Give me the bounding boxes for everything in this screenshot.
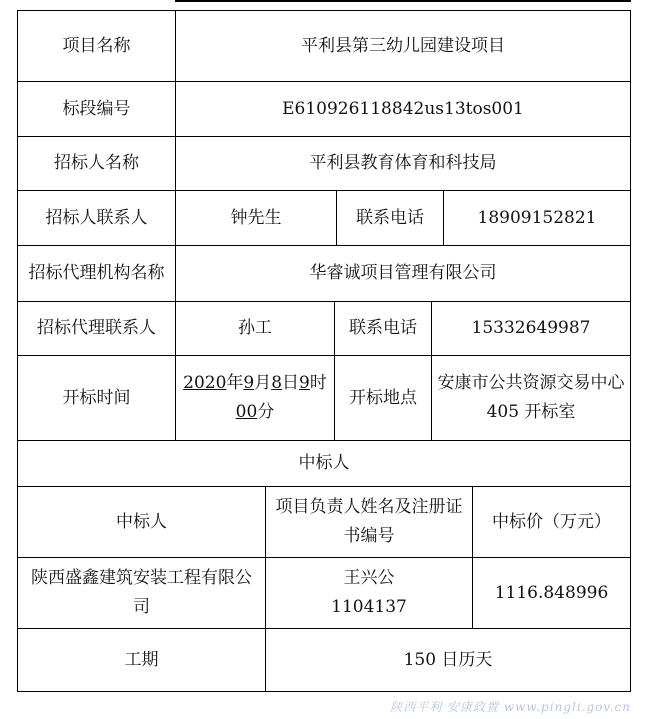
opening-day: 8 <box>271 373 283 393</box>
tenderer-phone-value: 18909152821 <box>443 190 631 246</box>
opening-time-label: 开标时间 <box>17 355 176 441</box>
winner-header-manager: 项目负责人姓名及注册证书编号 <box>265 486 473 558</box>
opening-month: 9 <box>243 373 255 393</box>
manager-name: 王兴公 <box>343 568 395 588</box>
manager-cert: 1104137 <box>331 597 407 617</box>
duration-value: 150 日历天 <box>265 628 631 692</box>
agency-phone-value: 15332649987 <box>431 301 631 356</box>
duration-label: 工期 <box>17 628 266 692</box>
agency-contact-label: 招标代理联系人 <box>17 301 176 356</box>
tenderer-name-value: 平利县教育体育和科技局 <box>175 136 631 191</box>
winner-header-price: 中标价（万元） <box>472 486 631 558</box>
winner-manager <box>265 557 473 629</box>
opening-year: 2020 <box>183 373 227 393</box>
opening-minute: 00 <box>235 402 258 422</box>
watermark: 陕西平利 安康政置 www.pingli.gov.cn <box>390 700 631 714</box>
project-name-value: 平利县第三幼儿园建设项目 <box>175 10 631 82</box>
opening-place-value: 安康市公共资源交易中心 405 开标室 <box>431 355 631 441</box>
section-number-value: E610926118842us13tos001 <box>175 81 631 137</box>
winner-section-title: 中标人 <box>17 440 631 487</box>
tenderer-contact-name: 钟先生 <box>175 190 337 246</box>
opening-place-label: 开标地点 <box>334 355 432 441</box>
top-edge <box>175 0 631 2</box>
tenderer-contact-label: 招标人联系人 <box>17 190 176 246</box>
project-name-label: 项目名称 <box>17 10 176 82</box>
opening-hour: 9 <box>299 373 310 393</box>
winner-name: 陕西盛鑫建筑安装工程有限公司 <box>17 557 266 629</box>
agency-name-value: 华睿诚项目管理有限公司 <box>175 245 631 302</box>
agency-phone-label: 联系电话 <box>334 301 432 356</box>
tenderer-phone-label: 联系电话 <box>336 190 444 246</box>
section-number-label: 标段编号 <box>17 81 176 137</box>
winner-price: 1116.848996 <box>472 557 631 629</box>
tenderer-name-label: 招标人名称 <box>17 136 176 191</box>
winner-header-bidder: 中标人 <box>17 486 266 558</box>
agency-name-label: 招标代理机构名称 <box>17 245 176 302</box>
opening-time-value: 2020年9月8日9时00分 <box>175 355 335 441</box>
agency-contact-name: 孙工 <box>175 301 335 356</box>
